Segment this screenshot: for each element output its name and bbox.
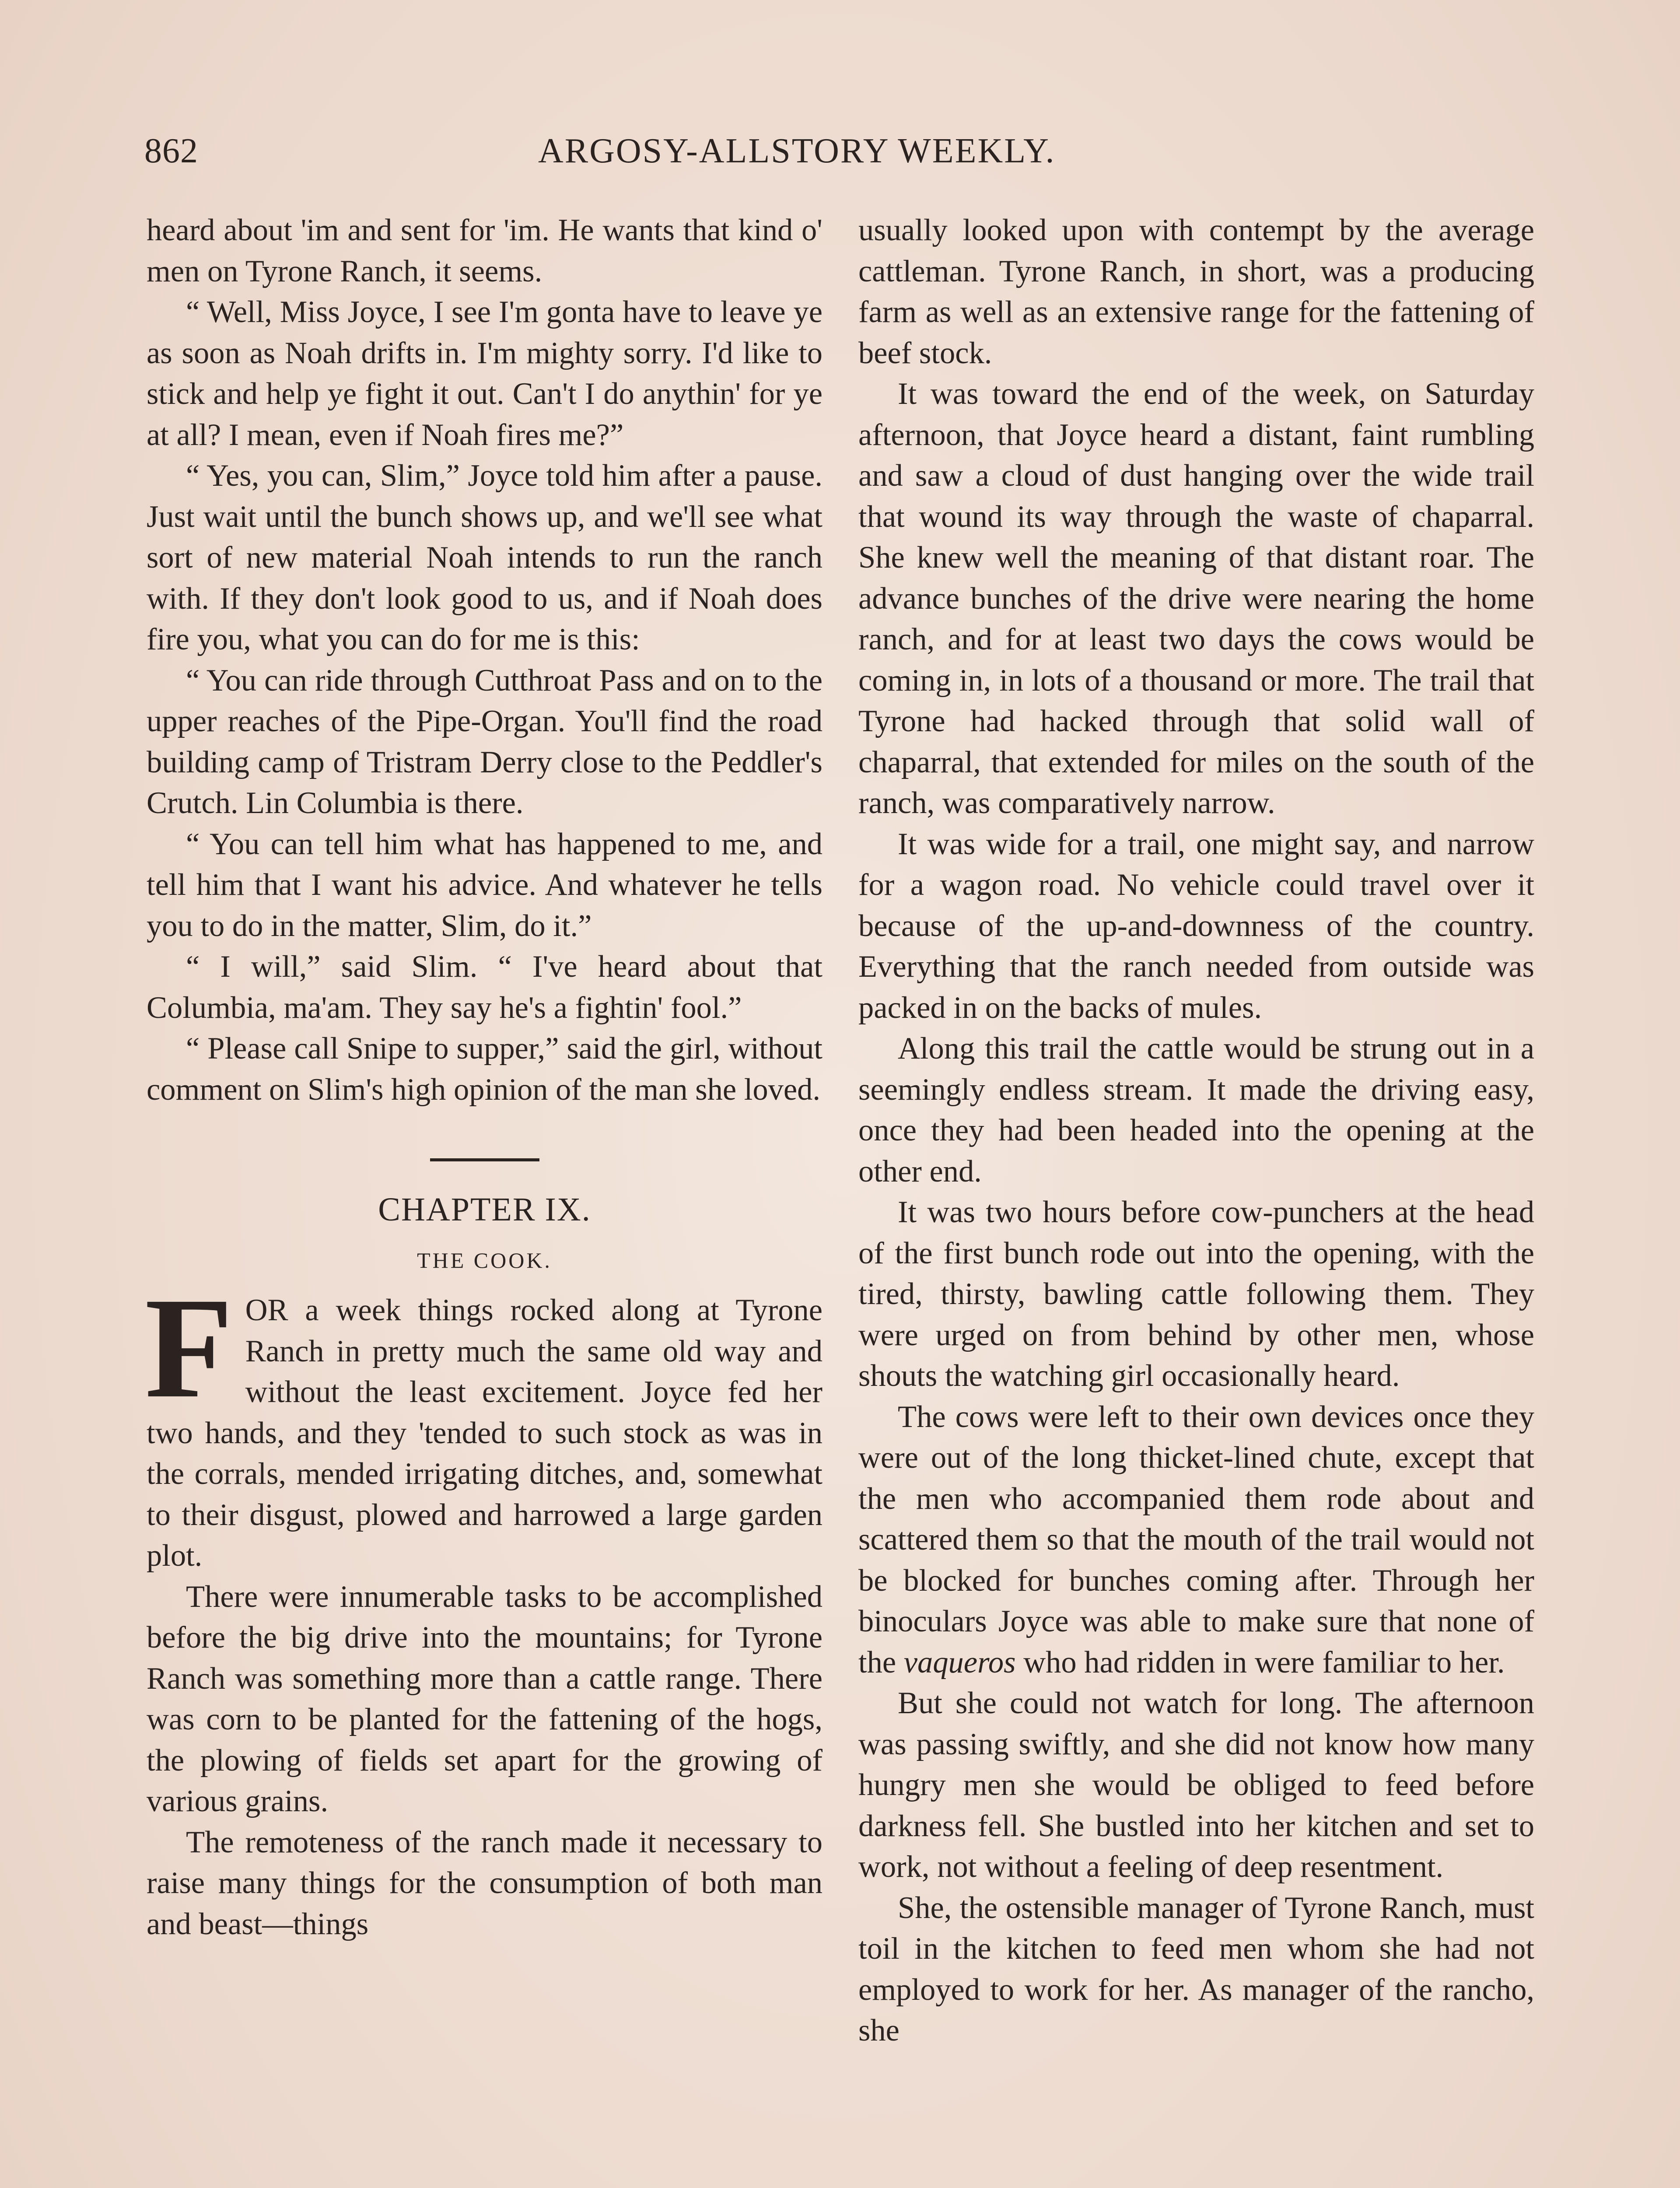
- paragraph: There were innumerable tasks to be accomplished before the big drive into the mountains; for Tyrone Ranch was something more than a cattle range. There was corn to be planted for the fattening of the hogs, the plowing of fields set apart for the growing of various grains.: [147, 1579, 822, 1818]
- chapter-subtitle: THE COOK.: [417, 1248, 552, 1273]
- paragraph: “ You can ride through Cutthroat Pass and on to the upper reaches of the Pipe-Organ. You'll find the road building camp of Tristram Derry close to the Peddler's Crutch. Lin Columbia is there.: [147, 663, 822, 820]
- running-head: ARGOSY-ALLSTORY WEEKLY.: [538, 132, 1056, 170]
- paragraph: “ Yes, you can, Slim,” Joyce told him after a pause. Just wait until the bunch shows up, and we'll see what sort of new material Noah intends to run the ranch with. If they don't look good to us, and if Noah does fire you, what you can do for me is this:: [147, 459, 822, 656]
- paragraph-text: who had ridden in were familiar to her.: [1015, 1645, 1505, 1680]
- paragraph: usually looked upon with contempt by the average cattleman. Tyrone Ranch, in short, was a producing farm as well as an extensive range for the fattening of beef stock.: [858, 213, 1534, 370]
- paragraph: But she could not watch for long. The afternoon was passing swiftly, and she did not know how many hungry men she would be obliged to feed before darkness fell. She bustled into her kitchen and set to work, not without a feeling of deep resentment.: [858, 1686, 1534, 1884]
- chapter-opening-paragraph: [145, 1268, 822, 1577]
- paragraph: [858, 1397, 1534, 1683]
- paragraph: Along this trail the cattle would be strung out in a seemingly endless stream. It made the driving easy, once they had been headed into the opening at the other end.: [858, 1031, 1534, 1189]
- italic-word: vaqueros: [903, 1645, 1016, 1680]
- paragraph: It was toward the end of the week, on Saturday afternoon, that Joyce heard a distant, faint rumbling and saw a cloud of dust hanging over the wide trail that wound its way through the waste of chaparral. She knew well the meaning of that distant roar. The advance bunches of the drive were nearing the home ranch, and for at least two days the cows would be coming in, in lots of a thousand or more. The trail that Tyrone had hacked through that solid wall of chaparral, that extended for miles on the south of the ranch, was comparatively narrow.: [858, 377, 1534, 820]
- paragraph-text: OR a week things rocked along at Tyrone Ranch in pretty much the same old way and without the least excitement. Joyce fed her two hands, and they 'tended to such stock as was in the corrals, mended irrigating ditches, and, somewhat to their disgust, plowed and harrowed a large garden plot.: [147, 1293, 822, 1573]
- paragraph: It was wide for a trail, one might say, and narrow for a wagon road. No vehicle could travel over it because of the up-and-downness of the country. Everything that the ranch needed from outside was packed in on the backs of mules.: [858, 827, 1534, 1025]
- paragraph: “ Please call Snipe to supper,” said the girl, without comment on Slim's high opinion of the man she loved.: [147, 1031, 822, 1107]
- paragraph: It was two hours before cow-punchers at the head of the first bunch rode out into the opening, with the tired, thirsty, bawling cattle following them. They were urged on from behind by other men, whose shouts the watching girl occasionally heard.: [858, 1195, 1534, 1393]
- chapter-title: CHAPTER IX.: [378, 1191, 591, 1228]
- page-number: 862: [144, 132, 198, 170]
- page-header: [144, 131, 1544, 179]
- right-column: [858, 210, 1534, 2051]
- paragraph: “ You can tell him what has happened to me, and tell him that I want his advice. And whatever he tells you to do in the matter, Slim, do it.”: [147, 827, 822, 943]
- paragraph: The remoteness of the ranch made it necessary to raise many things for the consumption of both man and beast—things: [147, 1825, 822, 1941]
- paragraph: “ Well, Miss Joyce, I see I'm gonta have to leave ye as soon as Noah drifts in. I'm mighty sorry. I'd like to stick and help ye fight it out. Can't I do anythin' for ye at all? I mean, even if Noah fires me?”: [147, 295, 822, 452]
- paragraph: heard about 'im and sent for 'im. He wants that kind o' men on Tyrone Ranch, it seems.: [147, 213, 822, 288]
- left-column: [147, 210, 822, 1945]
- paragraph: “ I will,” said Slim. “ I've heard about that Columbia, ma'am. They say he's a fightin' fool.”: [147, 950, 822, 1025]
- drop-cap: F: [145, 1268, 233, 1428]
- paragraph-text: The cows were left to their own devices once they were out of the long thicket-lined chute, except that the men who accompanied them rode about and scattered them so that the mouth of the trail would not be blocked for bunches coming after. Through her binoculars Joyce was able to make sure that none of the: [858, 1399, 1534, 1680]
- section-divider: [430, 1158, 539, 1161]
- paragraph: She, the ostensible manager of Tyrone Ranch, must toil in the kitchen to feed men whom she had not employed to work for her. As manager of the rancho, she: [858, 1890, 1534, 2048]
